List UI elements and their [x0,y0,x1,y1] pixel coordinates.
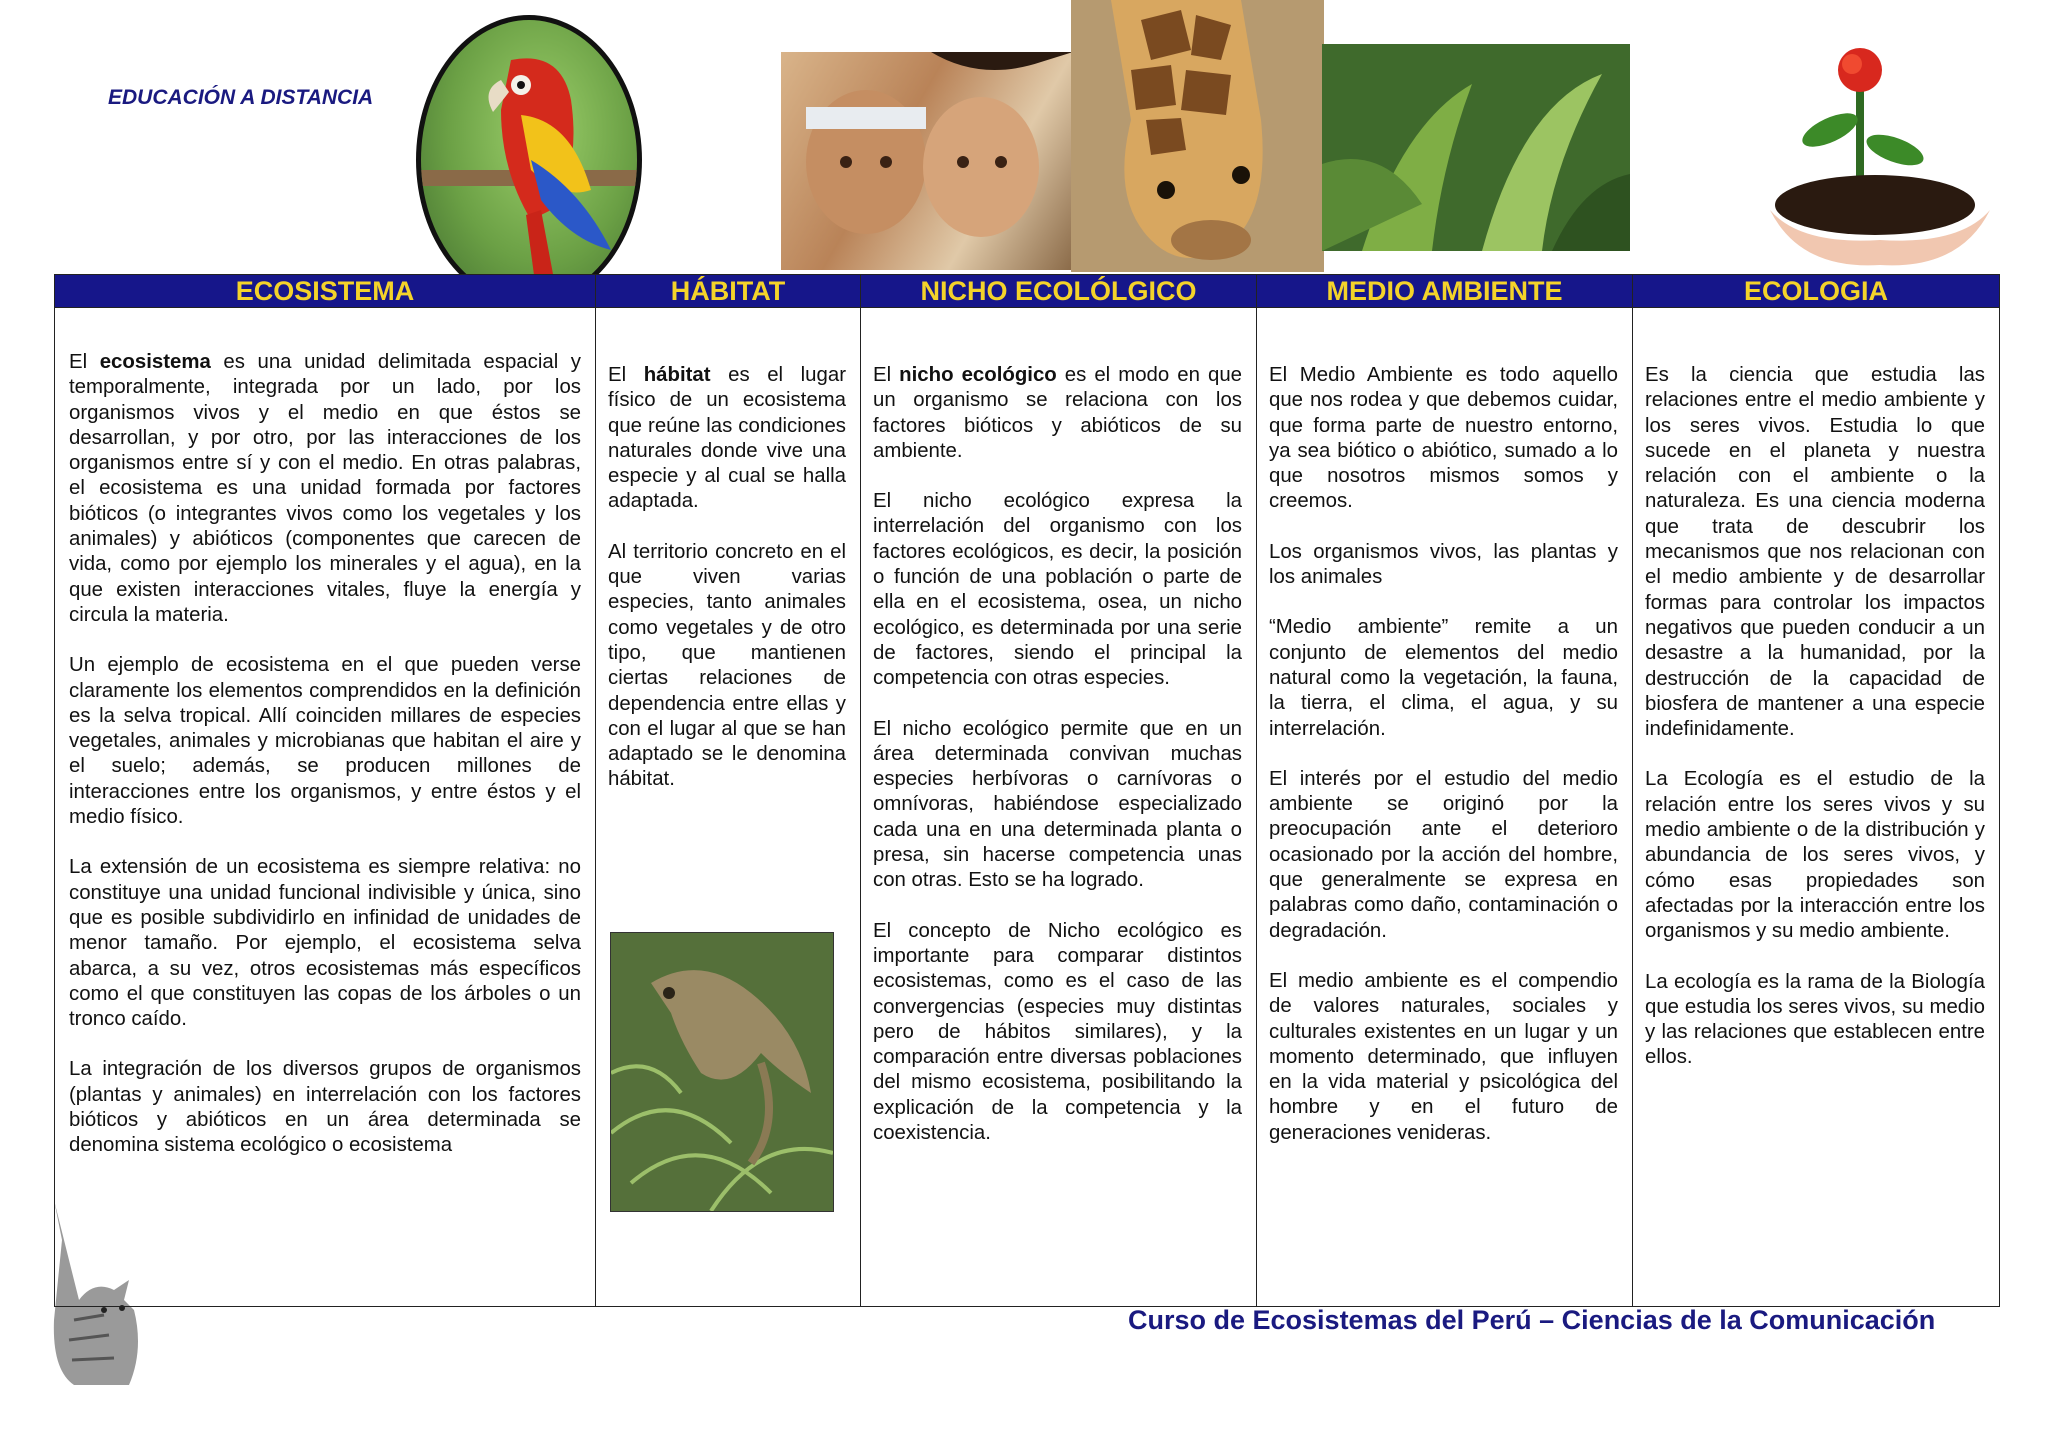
table-header-row [55,275,2000,308]
parrot-photo [416,15,642,305]
header-ecosistema: ECOSISTEMA [55,275,596,308]
cell-medio-ambiente [1257,308,1633,1307]
header-habitat: HÁBITAT [596,275,861,308]
ecosistema-paragraph-2: Un ejemplo de ecosistema en el que pueden verse claramente los elementos comprendidos en la definición es la selva tropical. Allí coinciden millares de especies vegetales, animales y microbianas que habitan el aire y el suelo; además, se producen millones de interacciones entre los organismos, y entre éstos y el medio físico. [69,654,581,829]
cell-ecologia [1633,308,2000,1307]
chameleon-photo [610,932,834,1212]
hands-plant-photo [1760,40,2000,270]
medio-paragraph-1: El Medio Ambiente es todo aquello que nos rodea y que debemos cuidar, que forma parte de nuestro entorno, ya sea biótico o abiótico, sumado a lo que nosotros mismos somos y creemos. [1269,364,1618,513]
cell-nicho-ecologico [861,308,1257,1307]
ecologia-paragraph-2: La Ecología es el estudio de la relación entre los seres vivos y su medio ambiente o de la distribución y abundancia de los seres vivos, y cómo esas propiedades son afectadas por la interacción entre los organismos y su medio ambiente. [1645,768,1985,943]
nicho-paragraph-2: El nicho ecológico expresa la interrelación del organismo con los factores ecológicos, es decir, la posición o función de una población o parte de ella en el ecosistema, osea, un nicho ecológico, es determinada por una serie de factores, siendo el principal la competencia con otras especies. [873,490,1242,690]
footer-label: Curso de Ecosistemas del Perú – Ciencias de la Comunicación [1128,1305,1936,1335]
header-medio-ambiente: MEDIO AMBIENTE [1257,275,1633,308]
table-row [55,308,2000,1307]
habitat-paragraph-1: El hábitat es el lugar físico de un ecosistema que reúne las condiciones naturales donde vive una especie y al cual se halla adaptada. [608,364,846,513]
nicho-paragraph-3: El nicho ecológico permite que en un área determinada convivan muchas especies herbívoras o carnívoras o omnívoras, habiéndose especializado cada una en una determinada planta o presa, sin hacerse competencia unas con otras. Esto se ha logrado. [873,717,1242,892]
medio-paragraph-2: Los organismos vivos, las plantas y los animales [1269,540,1618,589]
nicho-paragraph-1: El nicho ecológico es el modo en que un organismo se relaciona con los factores bióticos y abióticos de su ambiente. [873,364,1242,462]
ecosistema-paragraph-3: La extensión de un ecosistema es siempre relativa: no constituye una unidad funcional indivisible y única, sino que es posible subdividirlo en infinidad de unidades de menor tamaño. Por ejemplo, el ecosistema selva abarca, a su vez, otros ecosistemas más específicos como el que constituyen las copas de los árboles o un tronco caído. [69,856,581,1031]
ecologia-paragraph-3: La ecología es la rama de la Biología que estudia los seres vivos, su medio y las relaciones que establecen entre ellos. [1645,970,1985,1069]
habitat-paragraph-2: Al territorio concreto en el que viven varias especies, tanto animales como vegetales y de otro tipo, que mantienen ciertas relaciones de dependencia entre ellas y con el lugar al que se han adaptado se le denomina hábitat. [608,540,846,791]
children-photo [781,52,1073,270]
ecologia-paragraph-1: Es la ciencia que estudia las relaciones entre el medio ambiente y los seres vivos. Estudia lo que sucede en el planeta y nuestra relación con el ambiente o la naturaleza. Es una ciencia moderna que trata de descubrir los mecanismos que nos relacionan con el medio ambiente y de desarrollar formas para controlar los impactos negativos que pueden conducir a un desastre a la humanidad, por la destrucción de la capacidad de biosfera de mantener a una especie indefinidamente. [1645,364,1985,741]
cell-ecosistema [55,308,596,1307]
ecosistema-paragraph-1: El ecosistema es una unidad delimitada espacial y temporalmente, integrada por un lado, por los organismos vivos y el medio en que éstos se desarrollan, y por otro, por las interacciones de los organismos entre sí y con el medio. En otras palabras, el ecosistema es una unidad formada por factores bióticos (o integrantes vivos como los vegetales y los animales) y abióticos (componentes que carecen de vida, como por ejemplo los minerales y el agua), en la que existen interacciones vitales, fluye la energía y circula la materia. [69,351,582,626]
medio-paragraph-4: El interés por el estudio del medio ambiente se originó por la preocupación ante el deterioro ocasionado por la acción del hombre, que generalmente se expresa en palabras como daño, contaminación o degradación. [1269,767,1618,942]
header-nicho-ecologico: NICHO ECOLÓLGICO [861,275,1257,308]
jungle-photo [1322,44,1630,251]
nicho-paragraph-4: El concepto de Nicho ecológico es importante para comparar distintos ecosistemas, como es el caso de las convergencias (especies muy distintas pero de hábitos similares), y la comparación entre diversas poblaciones del mismo ecosistema, posibilitando la explicación de la competencia y la coexistencia. [873,919,1242,1145]
giraffe-photo [1071,0,1324,272]
medio-paragraph-5: El medio ambiente es el compendio de valores naturales, sociales y culturales existentes en un lugar y un momento determinado, que influyen en la vida material y psicológica del hombre y en el futuro de generaciones venideras. [1269,969,1618,1144]
concepts-table [54,274,2000,1307]
header-label: EDUCACIÓN A DISTANCIA [108,86,374,109]
medio-paragraph-3: “Medio ambiente” remite a un conjunto de elementos del medio natural como la vegetación, la fauna, la tierra, el clima, el agua, y su interrelación. [1269,616,1618,740]
header-ecologia: ECOLOGIA [1633,275,2000,308]
ecosistema-paragraph-4: La integración de los diversos grupos de organismos (plantas y animales) en interrelación con los factores bióticos y abióticos en un área determinada se denomina sistema ecológico o ecosistema [69,1058,581,1157]
